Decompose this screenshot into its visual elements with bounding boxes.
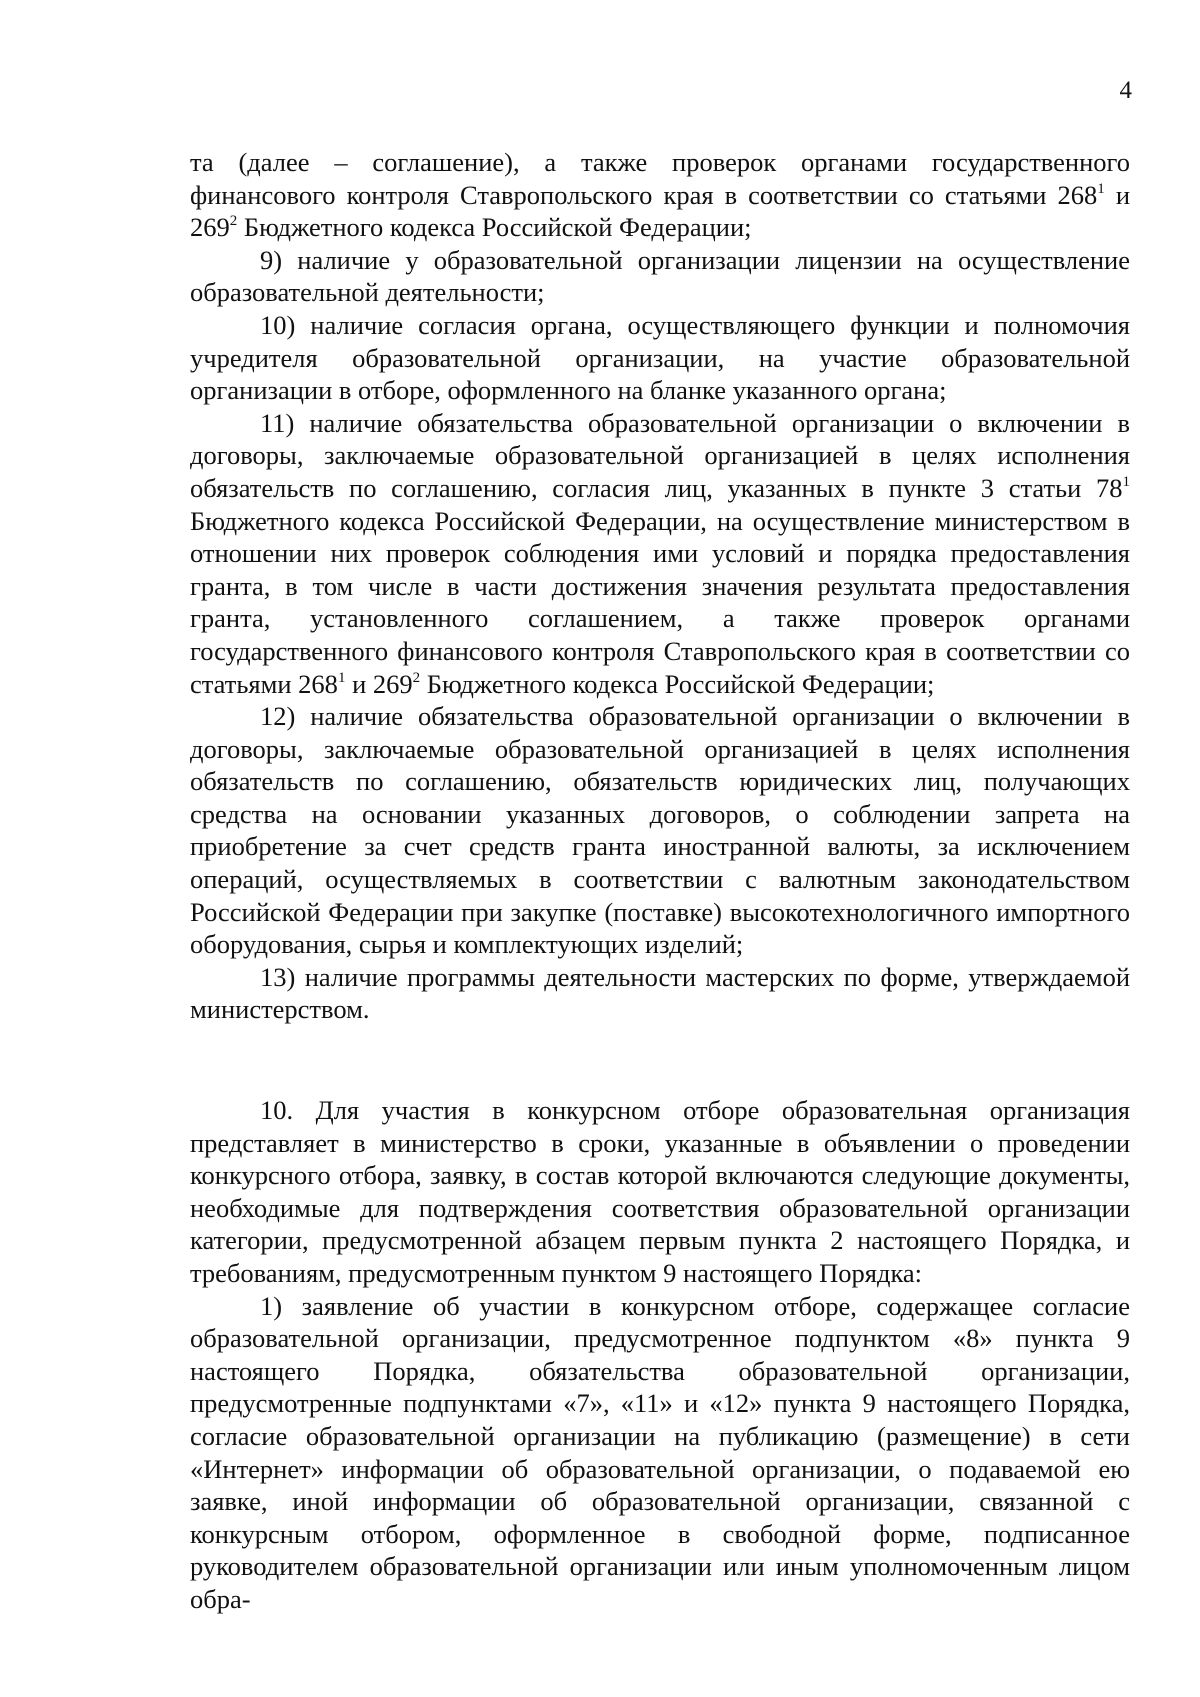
paragraph-continuation [190, 146, 1130, 244]
paragraph-item-13: 13) наличие программы деятельности мастерских по форме, утверждаемой министерством. [190, 961, 1130, 1025]
section-10-paragraph: 10. Для участия в конкурсном отборе образовательная организация представляет в министерство в сроки, указанные в объявлении о проведении конкурсного отбора, заявку, в состав которой включаются следующие документы, необходимые для подтверждения соответствия образовательной организации категории, предусмотренной абзацем первым пункта 2 настоящего Порядка, и требованиям, предусмотренным пунктом 9 настоящего Порядка: [190, 1095, 1130, 1288]
paragraph-text: и 269 [190, 179, 1130, 243]
section-10-item-1: 1) заявление об участии в конкурсном отборе, содержащее согласие образовательной организации, предусмотренное подпунктом «8» пункта 9 настоящего Порядка, обязательства образовательной организации, предусмотренные подпунктами «7», «11» и «12» пункта 9 настоящего Порядка, согласие образовательной организации на публикацию (размещение) в сети «Интернет» информации об образовательной организации, о подаваемой ею заявке, иной информации об образовательной организации, связанной с конкурсным отбором, оформленное в свободной форме, подписанное руководителем образовательной организации или иным уполномоченным лицом обра- [190, 1290, 1130, 1614]
paragraph-item-10: 10) наличие согласия органа, осуществляющего функции и полномочия учредителя образовательной организации, на участие образовательной организации в отборе, оформленного на бланке указанного органа; [190, 309, 1130, 406]
superscript: 1 [337, 669, 346, 686]
superscript: 2 [229, 212, 238, 229]
page-number: 4 [1119, 77, 1132, 104]
paragraph-text: 11) наличие обязательства образовательной организации о включении в договоры, заключаемые образовательной организацией в целях исполнения обязательств по соглашению, согласия лиц, указанных в пункте 3 статьи 78 [190, 407, 1130, 503]
paragraph-text: Бюджетного кодекса Российской Федерации; [237, 212, 752, 243]
paragraph-text: и 269 [345, 668, 413, 699]
paragraph-item-11 [190, 407, 1130, 700]
paragraph-text: та (далее – соглашение), а также проверок органами государственного финансового контроля Ставропольского края в соответствии со статьями 268 [190, 147, 1130, 210]
superscript: 1 [1097, 180, 1105, 197]
paragraph-item-12: 12) наличие обязательства образовательной организации о включении в договоры, заключаемые образовательной организацией в целях исполнения обязательств по соглашению, обязательств юридических лиц, получающих средства на основании указанных договоров, о соблюдении запрета на приобретение за счет средств гранта иностранной валюты, за исключением операций, осуществляемых в соответствии с валютным законодательством Российской Федерации при закупке (поставке) высокотехнологичного импортного оборудования, сырья и комплектующих изделий; [190, 701, 1130, 960]
paragraph-text: Бюджетного кодекса Российской Федерации; [420, 668, 935, 699]
superscript: 1 [1122, 473, 1130, 490]
paragraph-text: Бюджетного кодекса Российской Федерации, на осуществление министерством в отношении них проверок соблюдения ими условий и порядка предоставления гранта, в том числе в части достижения значения результата предоставления гранта, установленного соглашением, а также проверок органами государственного финансового контроля Ставропольского края в соответствии со статьями 268 [190, 505, 1130, 699]
document-body-bottom [190, 1094, 1130, 1616]
superscript: 2 [412, 669, 421, 686]
document-body-top [190, 146, 1130, 1026]
paragraph-item-9: 9) наличие у образовательной организации лицензии на осуществление образовательной деятельности; [190, 244, 1130, 308]
